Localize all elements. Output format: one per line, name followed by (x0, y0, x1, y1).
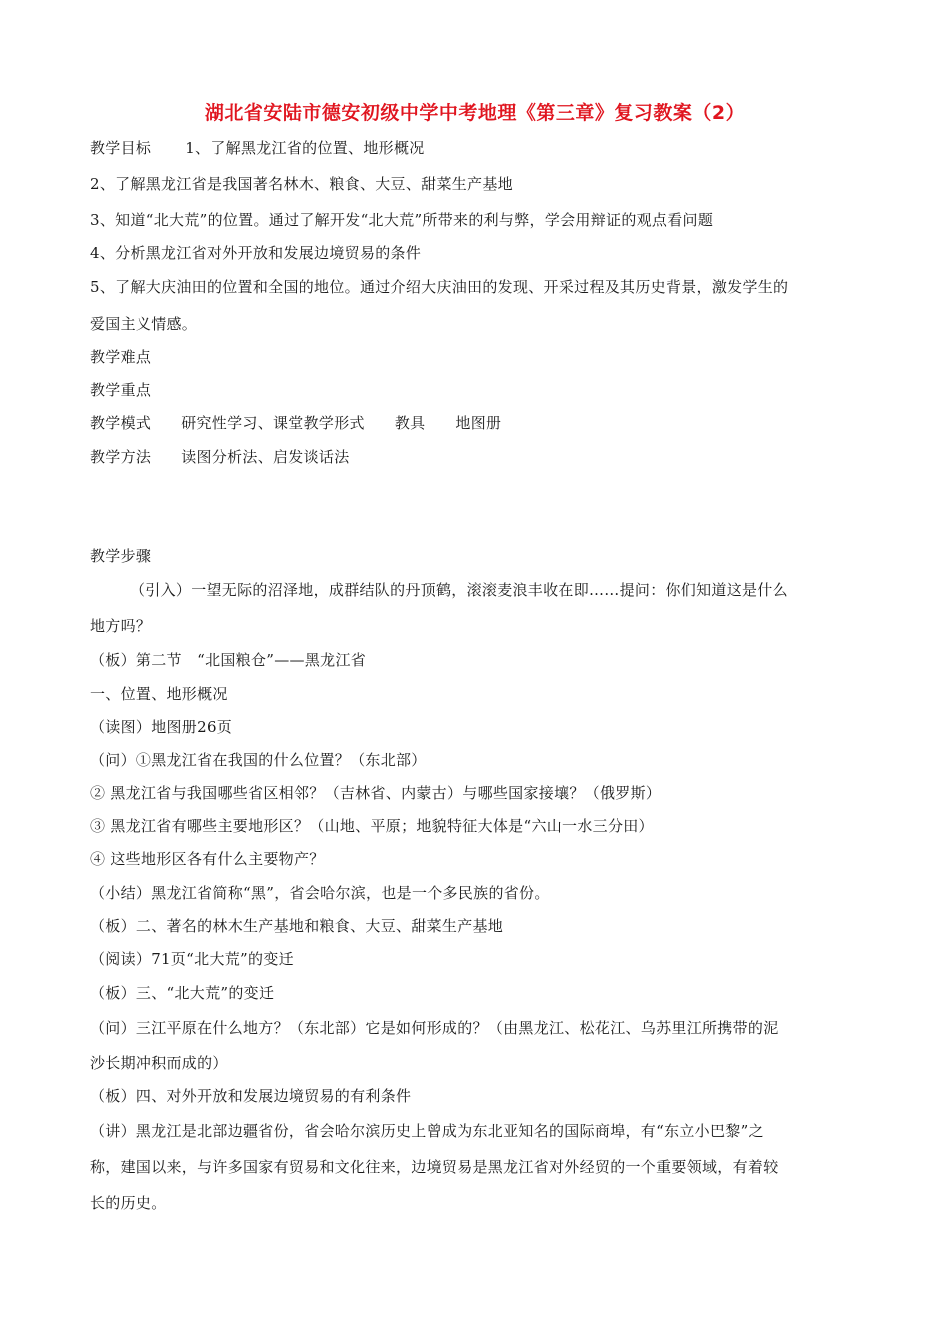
step-line: （讲）黑龙江是北部边疆省份，省会哈尔滨历史上曾成为东北亚知名的国际商埠，有“东立小巴黎”之 (90, 1122, 764, 1140)
method-line (90, 447, 865, 467)
step-line: （板）三、“北大荒”的变迁 (90, 984, 275, 1002)
step-line: 长的历史。 (90, 1194, 167, 1212)
mode-value: 研究性学习、课堂教学形式 (181, 414, 365, 432)
method-value: 读图分析法、启发谈话法 (181, 448, 350, 466)
step-line: （板）二、著名的林木生产基地和粮食、大豆、甜菜生产基地 (90, 917, 504, 935)
tools-label: 教具 (394, 414, 426, 432)
step-line: （板）第二节 “北国粮仓”——黑龙江省 (90, 651, 367, 669)
objective-item: 爱国主义情感。 (90, 315, 198, 333)
method-label: 教学方法 (90, 448, 152, 466)
step-line: ③ 黑龙江省有哪些主要地形区？（山地、平原；地貌特征大体是“六山一水三分田） (90, 817, 654, 835)
objective-item: 1、了解黑龙江省的位置、地形概况 (185, 139, 425, 157)
mode-line (90, 413, 865, 433)
tools-value: 地图册 (455, 414, 502, 432)
step-line: （板）四、对外开放和发展边境贸易的有利条件 (90, 1087, 412, 1105)
mode-label: 教学模式 (90, 414, 152, 432)
difficulty-label: 教学难点 (90, 348, 152, 366)
objectives-label: 教学目标 (90, 139, 152, 157)
steps-label: 教学步骤 (90, 547, 152, 565)
objective-item: 3、知道“北大荒”的位置。通过了解开发“北大荒”所带来的利与弊，学会用辩证的观点看问题 (90, 211, 714, 229)
step-line: （小结）黑龙江省简称“黑”，省会哈尔滨，也是一个多民族的省份。 (90, 884, 550, 902)
document-title: 湖北省安陆市德安初级中学中考地理《第三章》复习教案（2） (204, 102, 746, 124)
step-line: （引入）一望无际的沼泽地，成群结队的丹顶鹤，滚滚麦浪丰收在即……提问：你们知道这是什么 (130, 581, 788, 599)
step-line: （问）三江平原在什么地方？（东北部）它是如何形成的？（由黑龙江、松花江、乌苏里江所携带的泥 (90, 1019, 779, 1037)
step-line: 称，建国以来，与许多国家有贸易和文化往来，边境贸易是黑龙江省对外经贸的一个重要领域，有着较 (90, 1158, 779, 1176)
objective-item: 4、分析黑龙江省对外开放和发展边境贸易的条件 (90, 244, 422, 262)
step-line: （阅读）71页“北大荒”的变迁 (90, 950, 294, 968)
step-line: ④ 这些地形区各有什么主要物产？ (90, 850, 325, 868)
objectives-line (90, 138, 865, 158)
step-line: 一、位置、地形概况 (90, 685, 228, 703)
objective-item: 5、了解大庆油田的位置和全国的地位。通过介绍大庆油田的发现、开采过程及其历史背景，激发学生的 (90, 278, 789, 296)
objective-item: 2、了解黑龙江省是我国著名林木、粮食、大豆、甜菜生产基地 (90, 175, 513, 193)
key-points-label: 教学重点 (90, 381, 152, 399)
step-line: 沙长期冲积而成的） (90, 1054, 228, 1072)
step-line: （读图）地图册26页 (90, 718, 233, 736)
step-line: 地方吗？ (90, 617, 152, 635)
step-line: （问）①黑龙江省在我国的什么位置？（东北部） (90, 751, 427, 769)
step-line: ② 黑龙江省与我国哪些省区相邻？（吉林省、内蒙古）与哪些国家接壤？（俄罗斯） (90, 784, 662, 802)
